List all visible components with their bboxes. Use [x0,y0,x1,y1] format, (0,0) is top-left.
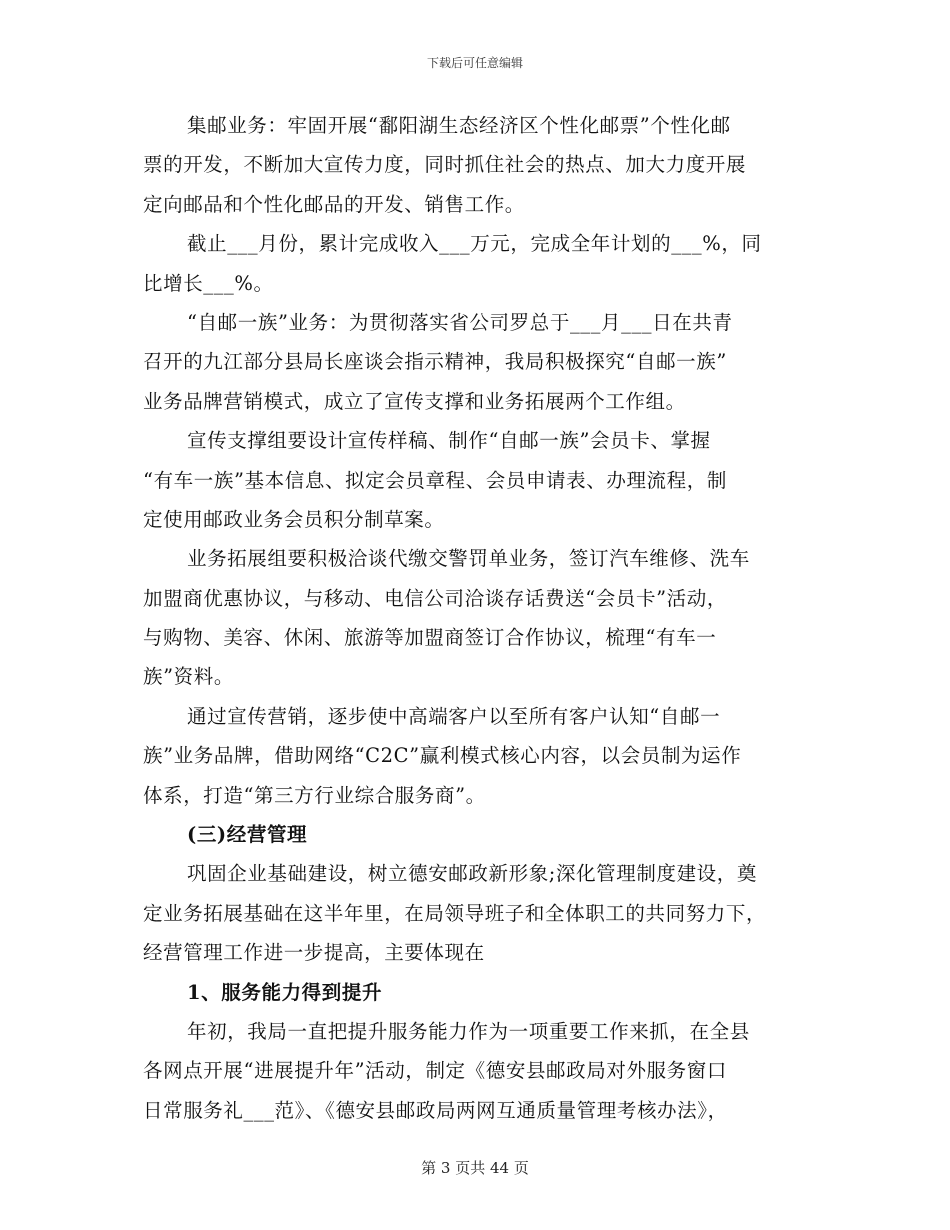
section-heading: (三)经营管理 [187,823,308,847]
paragraph-line: 日常服务礼___范》、《德安县邮政局两网互通质量管理考核办法》， [143,1098,728,1122]
subsection-heading: 1、服务能力得到提升 [187,980,383,1004]
paragraph-line: 体系，打造“第三方行业综合服务商”。 [143,783,486,807]
paragraph-line: 与购物、美容、休闲、旅游等加盟商签订合作协议，梳理“有车一 [143,626,717,650]
paragraph-line: 定业务拓展基础在这半年里，在局领导班子和全体职工的共同努力下， [143,901,767,925]
paragraph-line: 比增长___%。 [143,271,274,295]
paragraph-line: “有车一族”基本信息、拟定会员章程、会员申请表、办理流程，制 [143,468,727,492]
paragraph-line: 通过宣传营销，逐步使中高端客户以至所有客户认知“自邮一 [187,704,721,728]
paragraph-line: 巩固企业基础建设，树立德安邮政新形象;深化管理制度建设，奠 [187,862,757,886]
paragraph-line: 定使用邮政业务会员积分制草案。 [143,507,445,531]
paragraph-line: 族”资料。 [143,665,234,689]
paragraph-line: 业务品牌营销模式，成立了宣传支撑和业务拓展两个工作组。 [143,389,686,413]
paragraph-line: 各网点开展“进展提升年”活动，制定《德安县邮政局对外服务窗口 [143,1059,727,1083]
paragraph-line: 业务拓展组要积极洽谈代缴交警罚单业务，签订汽车维修、洗车 [187,547,750,571]
paragraph-line: 定向邮品和个性化邮品的开发、销售工作。 [143,192,525,216]
paragraph-line: 集邮业务：牢固开展“鄱阳湖生态经济区个性化邮票”个性化邮 [187,114,731,137]
paragraph-line: 族”业务品牌，借助网络“C2C”赢利模式核心内容，以会员制为运作 [143,744,742,768]
paragraph-line: 召开的九江部分县局长座谈会指示精神，我局积极探究“自邮一族” [143,350,727,374]
paragraph-line: 经营管理工作进一步提高，主要体现在 [143,941,485,965]
paragraph-line: 年初，我局一直把提升服务能力作为一项重要工作来抓，在全县 [187,1019,750,1043]
paragraph-line: “自邮一族”业务：为贯彻落实省公司罗总于___月___日在共青 [187,310,733,334]
paragraph-line: 加盟商优惠协议，与移动、电信公司洽谈存话费送“会员卡”活动， [143,586,727,610]
paragraph-line: 票的开发，不断加大宣传力度，同时抓住社会的热点、加大力度开展 [143,153,747,177]
paragraph-line: 截止___月份，累计完成收入___万元，完成全年计划的___%，同 [187,232,762,256]
page-header: 下载后可任意编辑 [426,56,523,70]
page-number-footer: 第 3 页共 44 页 [421,1159,529,1177]
paragraph-line: 宣传支撑组要设计宣传样稿、制作“自邮一族”会员卡、掌握 [187,429,711,453]
document-body [143,106,807,1130]
